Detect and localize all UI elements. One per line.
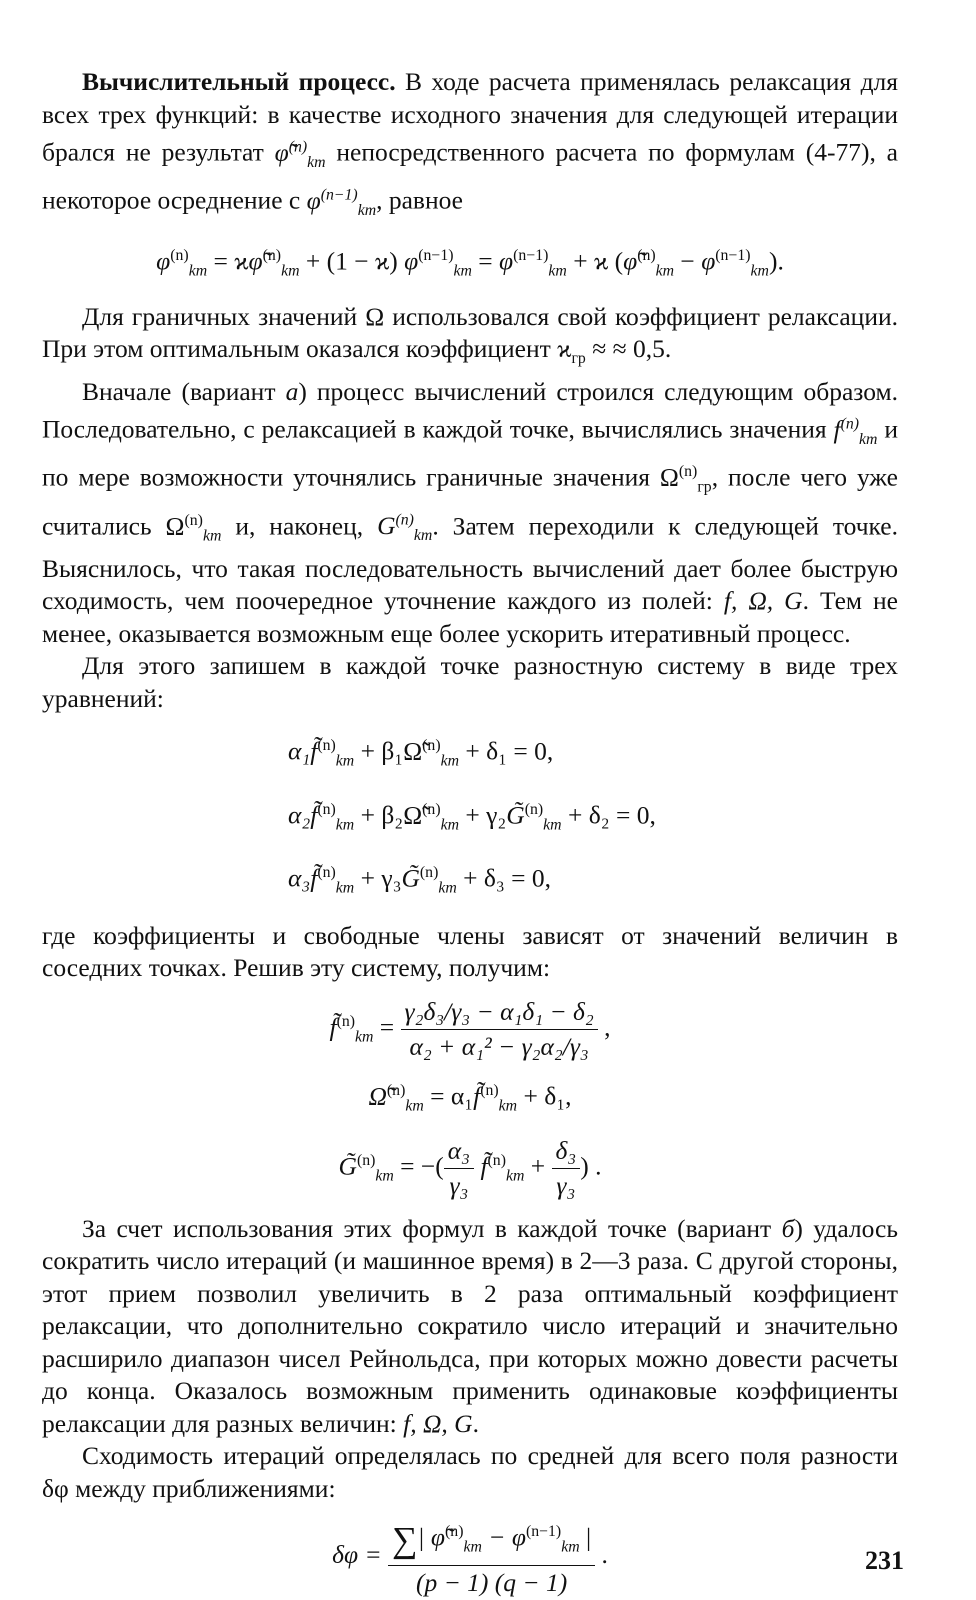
solution-block <box>42 995 898 1203</box>
equation-relaxation: $\varphi^{(n)}_{km}$ = ϰφ̃$^{(n)}_{km}$ + (1 − ϰ) $\varphi^{(n-1)}_{km} = \varphi^{(n-1)}_{km} + ϰ$ (φ̃$^{(n)}_{km}$ − $\varphi^{(n-1)}_{km}$). <box>156 246 784 280</box>
paragraph-computational-process: Вычислительный процесс. В ходе расчета применялась релаксация для всех трех функций: в качестве исходного значения для следующей итерации брался не результат φ̃$^{(n)}_{km}$ непосредственного расчета по формулам (4-77), а некоторое осреднение с $\varphi^{(n-1)}_{km}$, равное <box>42 67 898 219</box>
fraction-f: $\frac{\text{γ₂δ₃/γ₃ − α₁δ₁ − δ₂}}{\text{α₂ + α₁² − γ₂α₂/γ₃}}$ <box>401 995 598 1064</box>
equation-convergence: δφ = $\frac{\sum| \varphĩ^{(n)}_{km} - \varphi^{(n-1)}_{km} |}{(p - 1) (q - 1)}$ . <box>42 1515 898 1600</box>
paragraph-convergence: Сходимость итераций определялась по средней для всего поля разности δφ между приближениями: <box>42 1441 898 1503</box>
solution-f: f̃$^{(n)}_{km}$ = $\frac{\text{γ₂δ₃/γ₃ − α₁δ₁ − δ₂}}{\text{α₂ + α₁² − γ₂α₂/γ₃}}$ , <box>42 995 898 1064</box>
symbol-phi-prev: $\varphi^{(n-1)}_{km}$ <box>306 185 377 219</box>
system-equation-1: α₁f̃$^{(n)}_{km}$ + β₁Ω̃$^{(n)}_{km}$ + δ₁ = 0, <box>288 736 554 770</box>
fraction-delta-gamma: $\frac{\text{δ₃}}{\text{γ₃}}$ <box>552 1134 581 1203</box>
paragraph-lead: Вычислительный процесс. <box>82 67 396 96</box>
paragraph-variant-b: За счет использования этих формул в каждой точке (вариант б) удалось сократить число итераций (и машинное время) в 2—3 раза. С другой стороны, этот прием позволил увеличить в 2 раза оптимальный коэффициент релаксации, что дополнительно сократило число итераций и значительно расширило диапазон чисел Рейнольдса, при которых можно довести расчеты до конца. Оказалось возможным применить одинаковые коэффициенты релаксации для разных величин: f, Ω, G. <box>42 1213 898 1438</box>
system-equation-3: α₃f̃$^{(n)}_{km}$ + γ₃G̃$^{(n)}_{km}$ + δ₃ = 0, <box>288 863 552 897</box>
paragraph-boundary-relaxation: Для граничных значений Ω использовался свой коэффициент релаксации. При этом оптимальным оказался коэффициент $ϰ_{гр}$ ≈ ≈ 0,5. <box>42 301 898 368</box>
solution-omega: Ω̃$^{(n)}_{km}$ = α₁f̃$^{(n)}_{km}$ + δ₁, <box>368 1081 572 1115</box>
fraction-convergence: $\frac{\sum| \varphĩ^{(n)}_{km} - \varphi^{(n-1)}_{km} |}{(p - 1) (q - 1)}$ <box>388 1515 595 1600</box>
solution-G: G̃$^{(n)}_{km}$ = −( $\frac{\text{α₃}}{\text{γ₃}}$ f̃$^{(n)}_{km}$ + $\frac{\text{δ₃}}{\text{γ₃}}$ ) . <box>42 1134 898 1203</box>
paragraph-variant-a: Вначале (вариант а) процесс вычислений строился следующим образом. Последовательно, с релаксацией в каждой точке, вычислялись значения $f^{(n)}_{km}$ и по мере возможности уточнялись граничные значения $\Omega^{(n)}_{гр}$, после чего уже считались $\Omega^{(n)}_{km}$ и, наконец, $G^{(n)}_{km}$. Затем переходили к следующей точке. Выяснилось, что такая последовательность вычислений дает более быструю сходимость, чем поочередное уточнение каждого из полей: f, Ω, G. Тем не менее, оказывается возможным еще более ускорить итеративный процесс. <box>42 376 898 648</box>
paragraph-difference-system: Для этого запишем в каждой точке разностную систему в виде трех уравнений: <box>42 651 898 713</box>
paragraph-solving-system: где коэффициенты и свободные члены зависят от значений величин в соседних точках. Решив эту систему, получим: <box>42 920 898 983</box>
page-number: 231 <box>865 1546 904 1575</box>
equation-system <box>288 729 898 906</box>
fraction-alpha-gamma: $\frac{\text{α₃}}{\text{γ₃}}$ <box>444 1134 474 1203</box>
system-equation-2: α₂f̃$^{(n)}_{km}$ + β₂Ω̃$^{(n)}_{km}$ + γ₂G̃$^{(n)}_{km}$ + δ₂ = 0, <box>288 800 656 834</box>
symbol-phi-tilde: φ̃$^{(n)}_{km}$ <box>274 137 326 171</box>
